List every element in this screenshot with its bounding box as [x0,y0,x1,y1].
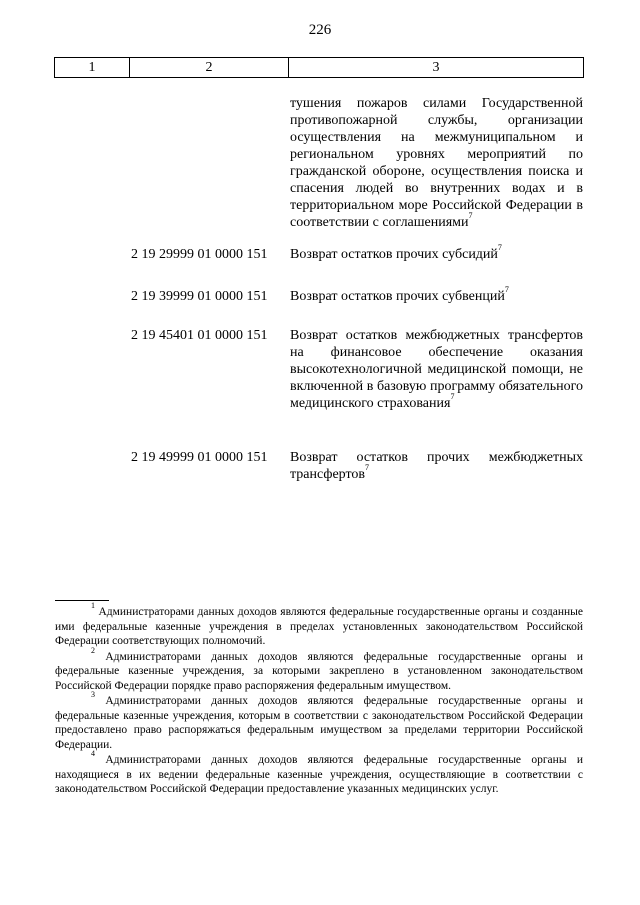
page-number: 226 [308,22,332,38]
footnote-number: 3 [91,690,95,700]
footnote-ref: 7 [450,392,455,402]
footnote: $^2$ Администраторами данных доходов являются федеральные государственные органы и федеральные казенные учреждения, за которыми закреплено в установленном законодательством Российской Федерации порядке право распоряжения федеральным имуществом. [55,645,584,692]
footnote-ref: 7 [468,211,473,221]
table-header-col1: 1 [55,58,130,77]
row-description: Возврат остатков прочих субвенций$^7$ [290,285,509,304]
footnotes [55,601,584,798]
footnote-ref: 7 [497,243,502,253]
footnote-ref: 7 [365,463,370,473]
row-description: тушения пожаров силами Государственной противопожарной службы, организации осуществления на межмуниципальном и региональном уровнях мероприятий по гражданской обороне, осуществления поиска и спасения людей во внутренних водах и в территориальном море Российской Федерации в соответствии с соглашениями$^7$ [290,96,583,230]
table-header [54,57,584,78]
footnote-number: 1 [91,601,95,611]
footnote-ref: 7 [504,285,509,295]
row-code: 2 19 49999 01 0000 151 [131,450,268,465]
row-code: 2 19 29999 01 0000 151 [131,247,268,262]
table-header-col2: 2 [130,58,289,77]
footnote-divider [55,600,109,601]
row-code: 2 19 39999 01 0000 151 [131,289,268,304]
row-description: Возврат остатков прочих межбюджетных трансфертов$^7$ [290,450,583,482]
footnote: $^4$ Администраторами данных доходов являются федеральные государственные органы и находящиеся в их ведении федеральные казенные учреждения, осуществляющие в соответствии с законодательством Российской Федерации предоставление указанных медицинских услуг. [55,749,584,795]
row-code: 2 19 45401 01 0000 151 [131,328,268,343]
footnote-number: 4 [91,749,95,759]
footnote-number: 2 [91,645,95,655]
row-description: Возврат остатков прочих субсидий$^7$ [290,243,502,262]
row-description: Возврат остатков межбюджетных трансфертов на финансовое обеспечение оказания высокотехнологичной медицинской помощи, не включенной в базовую программу обязательного медицинского страхования$^7$ [290,328,583,411]
footnote: $^3$ Администраторами данных доходов являются федеральные государственные органы и федеральные казенные учреждения, которым в соответствии с законодательством Российской Федерации предоставлено право распоряжаться федеральным имуществом за пределами территории Российской Федерации. [55,690,584,751]
table-header-col3: 3 [432,60,440,75]
footnote: $^1$ Администраторами данных доходов являются федеральные государственные органы и созданные ими федеральные казенные учреждения в пределах установленных законодательством Российской Федерации соответствующих полномочий. [55,601,584,647]
